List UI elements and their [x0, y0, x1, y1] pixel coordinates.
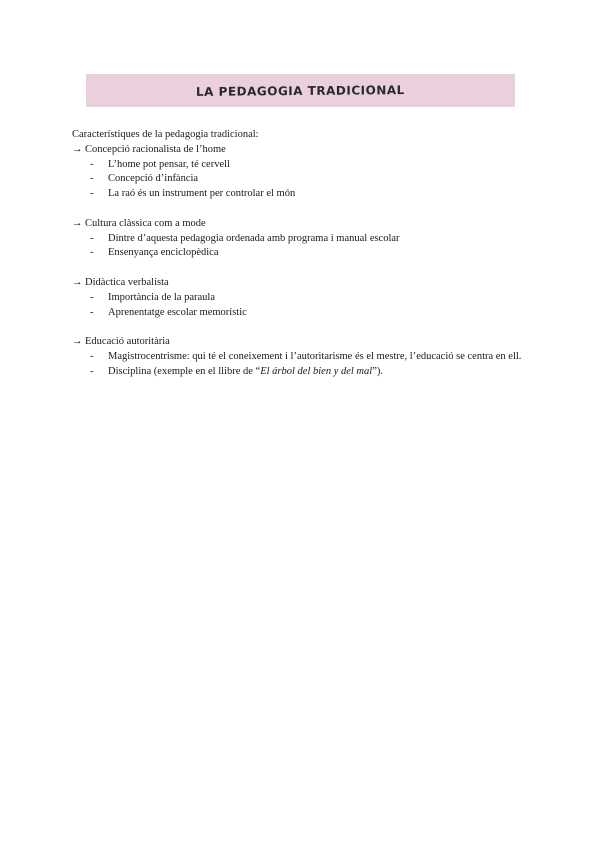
section-heading-text: Concepció racionalista de l’home: [85, 143, 226, 155]
list-item-text: Aprenentatge escolar memorístic: [108, 306, 247, 318]
dash-bullet-icon: -: [90, 188, 94, 200]
list-item: [72, 246, 532, 261]
section-heading: [72, 276, 532, 291]
bullet-list: [72, 158, 532, 202]
list-item-text: Importància de la paraula: [108, 291, 215, 303]
arrow-icon: →: [72, 143, 83, 155]
dash-bullet-icon: -: [90, 291, 94, 303]
arrow-icon: →: [72, 336, 83, 348]
section-cultura: [72, 217, 532, 261]
list-item: [72, 172, 532, 187]
list-item: [72, 365, 532, 380]
section-concepcio: [72, 143, 532, 202]
bullet-list: [72, 232, 532, 262]
section-educacio: [72, 335, 532, 379]
dash-bullet-icon: -: [90, 173, 94, 185]
section-didactica: [72, 276, 532, 320]
arrow-icon: →: [72, 276, 83, 288]
list-item-text-prefix: Disciplina (exemple en el llibre de “: [108, 365, 261, 377]
dash-bullet-icon: -: [90, 306, 94, 318]
section-heading: [72, 217, 532, 232]
section-heading: [72, 143, 532, 158]
arrow-icon: →: [72, 217, 83, 229]
list-item-text: Ensenyança enciclopèdica: [108, 247, 219, 259]
dash-bullet-icon: -: [90, 232, 94, 244]
section-heading: [72, 335, 532, 350]
dash-bullet-icon: -: [90, 158, 94, 170]
dash-bullet-icon: -: [90, 350, 94, 362]
list-item-text-suffix: ”).: [372, 365, 383, 377]
list-item: [72, 187, 532, 202]
list-item-text: L’home pot pensar, té cervell: [108, 158, 230, 170]
document-body: [72, 128, 532, 394]
list-item: [72, 350, 532, 365]
section-heading-text: Cultura clàssica com a mode: [85, 217, 206, 229]
intro-text: Característiques de la pedagogia tradicional:: [72, 129, 259, 140]
title-banner: [86, 74, 515, 107]
bullet-list: [72, 350, 532, 380]
bullet-list: [72, 291, 532, 321]
dash-bullet-icon: -: [90, 365, 94, 377]
list-item: [72, 232, 532, 247]
list-item: [72, 158, 532, 173]
list-item-text: Concepció d’infància: [108, 173, 199, 185]
list-item-text: Dintre d’aquesta pedagogia ordenada amb programa i manual escolar: [108, 232, 400, 244]
section-heading-text: Didàctica verbalista: [85, 276, 169, 288]
section-heading-text: Educació autoritària: [85, 336, 170, 348]
list-item: [72, 306, 532, 321]
book-title: El árbol del bien y del mal: [260, 365, 373, 377]
list-item-text: Magistrocentrisme: qui té el coneixement i l’autoritarisme és el mestre, l’educació se centra en ell.: [108, 350, 522, 362]
dash-bullet-icon: -: [90, 247, 94, 259]
list-item-text: La raó és un instrument per controlar el món: [108, 188, 296, 200]
list-item: [72, 291, 532, 306]
page-title: LA PEDAGOGIA TRADICIONAL: [196, 82, 405, 99]
